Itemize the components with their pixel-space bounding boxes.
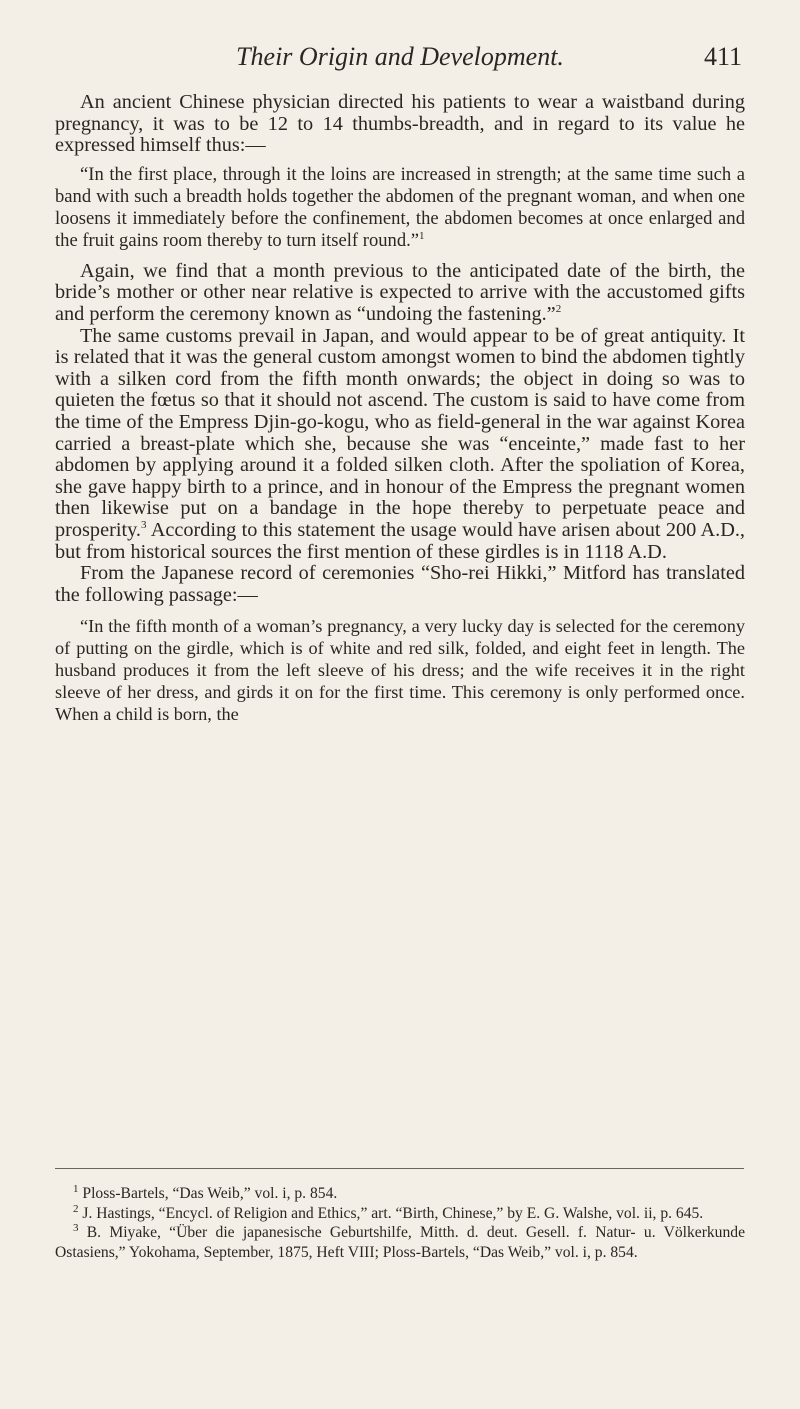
paragraph-undoing-fastening	[55, 261, 745, 326]
footnote-mark: 1	[73, 1182, 79, 1195]
paragraph-text: According to this statement the usage would have arisen about 200 A.D., but from historical sources the first mention of these girdles is in 1118 A.D.	[55, 518, 746, 563]
running-title: Their Origin and Development.	[236, 42, 564, 71]
footnote-mark: 3	[73, 1221, 79, 1234]
note-mark: 3	[141, 519, 147, 532]
footnote	[55, 1184, 745, 1204]
quote-text: “In the first place, through it the loins are increased in strength; at the same time such a band with such a breadth holds together the abdomen of the pregnant woman, and when one loosens it immediately before the confinement, the abdomen becomes at once enlarged and the fruit gains room thereby to turn itself round.”	[55, 163, 745, 251]
note-mark: 2	[555, 303, 562, 316]
paragraph-waistband: An ancient Chinese physician directed his patients to wear a waistband during pregnancy, it was to be 12 to 14 thumbs-breadth, and in regard to its value he expressed himself thus:—	[55, 91, 745, 157]
quote-mitford: “In the fifth month of a woman’s pregnancy, a very lucky day is selected for the ceremony of putting on the girdle, which is of white and red silk, folded, and eight feet in length. The husband produces it from the left sleeve of his dress; and the wife receives it in the right sleeve of her dress, and girds it on for the first time. This ceremony is only performed once. When a child is born, the	[55, 616, 745, 725]
main-text	[55, 92, 745, 725]
paragraph-text: The same customs prevail in Japan, and would appear to be of great antiquity. It is related that it was the general custom amongst women to bind the abdomen tightly with a silken cord from the fifth month onwards; the object in doing so was to quieten the fœtus so that it should not ascend. The custom is said to have come from the time of the Empress Djin-go-kogu, who as field-general in the war against Korea carried a breast-plate which she, because she was “enceinte,” made fast to her abdomen by applying around it a folded silken cloth. After the spoliation of Korea, she gave happy birth to a prince, and in honour of the Empress the pregnant women then likewise put on a bandage in the hope thereby to perpetuate peace and prosperity.	[55, 324, 745, 541]
paragraph-japan	[55, 326, 745, 564]
quote-chinese-physician	[55, 164, 745, 252]
footnote-text: J. Hastings, “Encycl. of Religion and Ethics,” art. “Birth, Chinese,” by E. G. Walshe, vol. ii, p. 645.	[82, 1204, 704, 1222]
footnote-mark: 2	[73, 1202, 79, 1215]
paragraph-text: Again, we find that a month previous to the anticipated date of the birth, the bride’s mother or other near relative is expected to arrive with the accustomed gifts and perform the ceremony known as “undoing the fastening.”	[55, 259, 745, 325]
note-mark: 1	[419, 229, 425, 242]
footnote	[55, 1223, 745, 1262]
footnotes	[55, 1184, 745, 1262]
footnote-rule	[55, 1168, 744, 1169]
footnote	[55, 1204, 745, 1224]
page-number: 411	[703, 42, 742, 71]
footnote-text: Ploss-Bartels, “Das Weib,” vol. i, p. 854.	[82, 1185, 338, 1202]
footnote-text: B. Miyake, “Über die japanesische Geburtshilfe, Mitth. d. deut. Gesell. f. Natur- u. Völkerkunde Ostasiens,” Yokohama, September, 1875, Heft VIII; Ploss-Bartels, “Das Weib,” vol. i, p. 854.	[55, 1224, 745, 1261]
running-head	[0, 40, 800, 80]
paragraph-sho-rei-hikki: From the Japanese record of ceremonies “Sho-rei Hikki,” Mitford has translated the following passage:—	[55, 562, 745, 606]
